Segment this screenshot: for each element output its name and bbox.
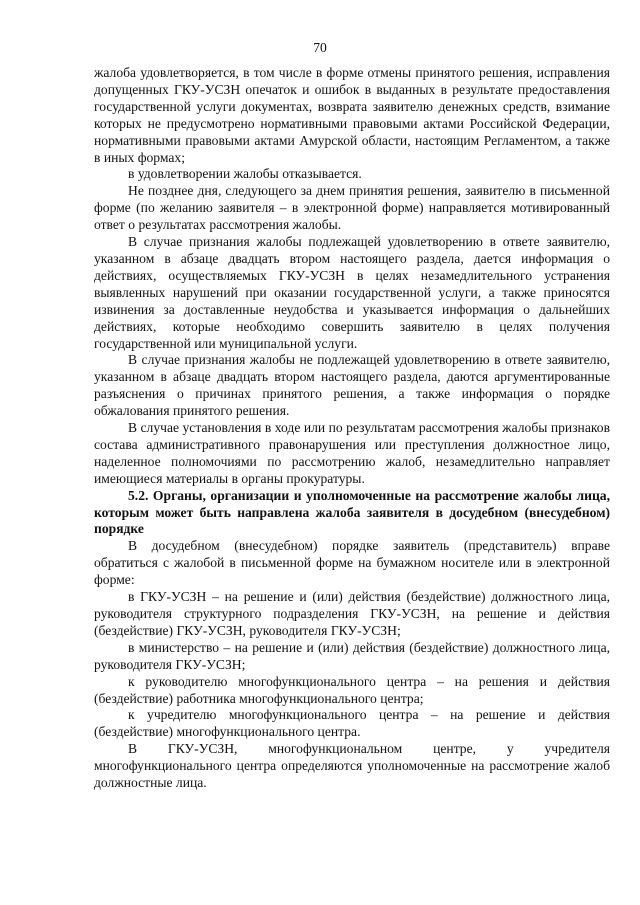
page-number: 70 [313, 40, 327, 55]
section-heading: 5.2. Органы, организации и уполномоченные на рассмотрение жалобы лица, которым может быть направлена жалоба заявителя в досудебном (внесудебном) порядке [94, 487, 610, 537]
paragraph-mfc-head: к руководителю многофункционального центра – на решения и действия (бездействие) работника многофункционального центра; [94, 673, 610, 706]
paragraph-prosecutor-referral: В случае установления в ходе или по результатам рассмотрения жалобы признаков состава административного правонарушения или преступления должностное лицо, наделенное полномочиями по рассмотрению жалоб, незамедлительно направляет имеющиеся материалы в органы прокуратуры. [94, 420, 610, 486]
paragraph-response-deadline: Не позднее дня, следующего за днем принятия решения, заявителю в письменной форме (по желанию заявителя – в электронной форме) направляется мотивированный ответ о результатах рассмотрения жалобы. [94, 183, 610, 233]
paragraph-unsatisfied-response: В случае признания жалобы не подлежащей удовлетворению в ответе заявителю, указанном в абзаце двадцать втором настоящего раздела, даются аргументированные разъяснения о причинах принятого решения, а также информация о порядке обжалования принятого решения. [94, 352, 610, 419]
paragraph-complaint-satisfied: жалоба удовлетворяется, в том числе в форме отмены принятого решения, исправления допущенных ГКУ-УСЗН опечаток и ошибок в выданных в результате предоставления государственной услуги документах, возврата заявителю денежных средств, взимание которых не предусмотрено нормативными правовыми актами Российской Федерации, нормативными правовыми актами Амурской области, настоящим Регламентом, а также в иных формах; [94, 65, 610, 165]
paragraph-ministry: в министерство – на решение и (или) действия (бездействие) должностного лица, руководителя ГКУ-УСЗН; [94, 639, 610, 672]
paragraph-mfc-founder: к учредителю многофункционального центра – на решение и действия (бездействие) многофункционального центра. [94, 707, 610, 740]
paragraph-gku-uszn: в ГКУ-УСЗН – на решение и (или) действия (бездействие) должностного лица, руководителя структурного подразделения ГКУ-УСЗН, на решение и действия (бездействие) ГКУ-УСЗН, руководителя ГКУ-УСЗН; [94, 589, 610, 638]
paragraph-authorized-officials: В ГКУ-УСЗН, многофункциональном центре, у учредителя многофункционального центра определяются уполномоченные на рассмотрение жалоб должностные лица. [94, 741, 610, 791]
paragraph-satisfied-response: В случае признания жалобы подлежащей удовлетворению в ответе заявителю, указанном в абзаце двадцать втором настоящего раздела, дается информация о действиях, осуществляемых ГКУ-УСЗН в целях незамедлительного устранения выявленных нарушений при оказании государственной услуги, а также приносятся извинения за доставленные неудобства и указывается информация о дальнейших действиях, которые необходимо совершить заявителю в целях получения государственной или муниципальной услуги. [94, 234, 610, 351]
document-body [94, 65, 610, 792]
paragraph-complaint-refused: в удовлетворении жалобы отказывается. [128, 166, 362, 182]
paragraph-pretrial-appeal: В досудебном (внесудебном) порядке заявитель (представитель) вправе обратиться с жалобой в письменной форме на бумажном носителе или в электронной форме: [94, 538, 610, 588]
